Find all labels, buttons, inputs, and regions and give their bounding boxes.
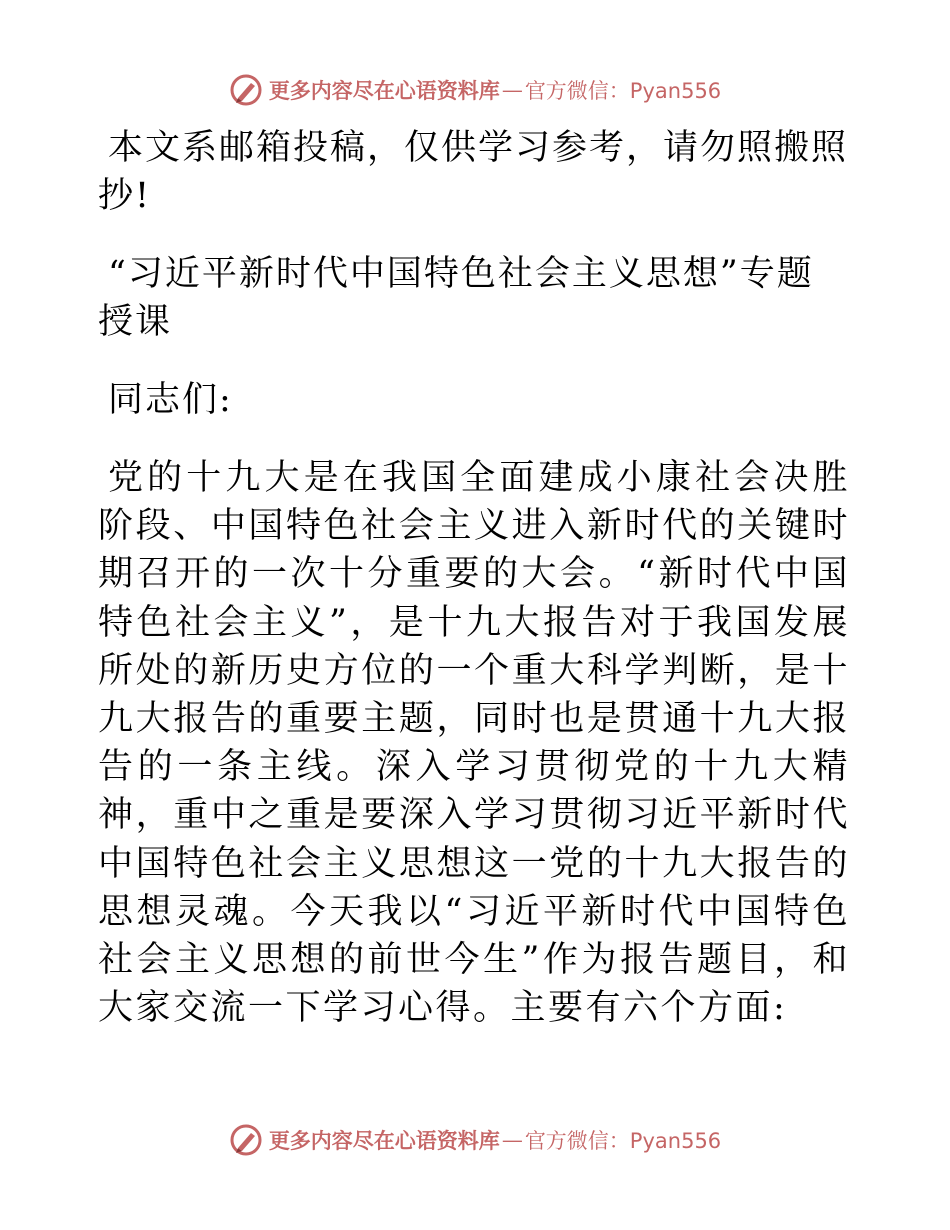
watermark-text: 更多内容尽在心语资料库 [268,78,500,103]
watermark-dash: — [501,78,523,102]
body-paragraph: 党的十九大是在我国全面建成小康社会决胜阶段、中国特色社会主义进入新时代的关键时期召开的一次十分重要的大会。“新时代中国特色社会主义”，是十九大报告对于我国发展所处的新历史方位的一个重大科学判断，是十九大报告的重要主题，同时也是贯通十九大报告的一条主线。深入学习贯彻党的十九大精神，重中之重是要深入学习贯彻习近平新时代中国特色社会主义思想这一党的十九大报告的思想灵魂。今天我以“习近平新时代中国特色社会主义思想的前世今生”作为报告题目，和大家交流一下学习心得。主要有六个方面: [98,458,850,1029]
pen-logo-icon [229,1123,263,1157]
header-watermark [0,70,950,110]
document-body [98,124,850,1062]
watermark-contact: 官方微信：Pyan556 [524,79,722,103]
document-title: “习近平新时代中国特色社会主义思想”专题授课 [98,254,814,342]
footer-watermark [0,1120,950,1160]
notice-paragraph: 本文系邮箱投稿，仅供学习参考，请勿照搬照抄! [98,128,849,216]
watermark-contact: 官方微信：Pyan556 [524,1129,722,1153]
watermark-text: 更多内容尽在心语资料库 [268,1128,500,1153]
pen-logo-icon [229,73,263,107]
salutation: 同志们: [108,380,233,420]
watermark-dash: — [501,1128,523,1152]
